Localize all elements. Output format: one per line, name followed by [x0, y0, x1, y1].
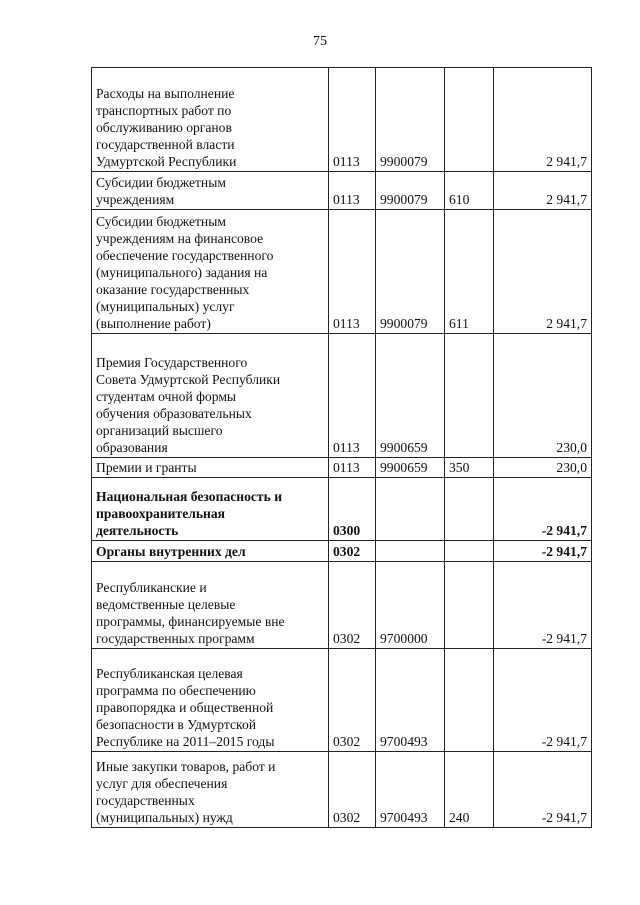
- row-name: Расходы на выполнение транспортных работ по обслуживанию органов государственной власти Удмуртской Республики: [92, 68, 329, 172]
- row-target-article: 9900079: [376, 68, 445, 172]
- table-row: [92, 458, 592, 478]
- table-row: [92, 334, 592, 458]
- row-section: 0113: [329, 334, 376, 458]
- row-amount: -2 941,7: [494, 562, 592, 649]
- row-target-article: 9900079: [376, 172, 445, 210]
- row-section: 0302: [329, 541, 376, 562]
- row-target-article: [376, 478, 445, 541]
- row-section: 0113: [329, 210, 376, 334]
- row-target-article: 9700493: [376, 752, 445, 828]
- row-expense-type: 240: [445, 752, 494, 828]
- row-name: Республиканские и ведомственные целевые программы, финансируемые вне государственных программ: [92, 562, 329, 649]
- row-amount: -2 941,7: [494, 478, 592, 541]
- row-expense-type: [445, 541, 494, 562]
- row-name: Органы внутренних дел: [92, 541, 329, 562]
- row-amount: 2 941,7: [494, 210, 592, 334]
- table-row: [92, 541, 592, 562]
- table-row: [92, 562, 592, 649]
- row-section: 0302: [329, 649, 376, 752]
- row-expense-type: 350: [445, 458, 494, 478]
- row-target-article: 9700000: [376, 562, 445, 649]
- row-amount: 2 941,7: [494, 68, 592, 172]
- row-target-article: 9900659: [376, 458, 445, 478]
- row-expense-type: [445, 649, 494, 752]
- row-name: Субсидии бюджетным учреждениям: [92, 172, 329, 210]
- row-target-article: 9900659: [376, 334, 445, 458]
- row-amount: 2 941,7: [494, 172, 592, 210]
- row-expense-type: 611: [445, 210, 494, 334]
- row-amount: -2 941,7: [494, 752, 592, 828]
- table-row: [92, 752, 592, 828]
- row-amount: -2 941,7: [494, 649, 592, 752]
- table-row: [92, 172, 592, 210]
- row-section: 0113: [329, 458, 376, 478]
- row-name: Иные закупки товаров, работ и услуг для обеспечения государственных (муниципальных) нужд: [92, 752, 329, 828]
- row-expense-type: 610: [445, 172, 494, 210]
- row-expense-type: [445, 68, 494, 172]
- row-amount: -2 941,7: [494, 541, 592, 562]
- row-name: Национальная безопасность и правоохранительная деятельность: [92, 478, 329, 541]
- row-target-article: 9700493: [376, 649, 445, 752]
- budget-table: [91, 67, 592, 828]
- row-expense-type: [445, 562, 494, 649]
- row-section: 0302: [329, 752, 376, 828]
- row-target-article: [376, 541, 445, 562]
- row-section: 0300: [329, 478, 376, 541]
- row-section: 0113: [329, 172, 376, 210]
- row-section: 0302: [329, 562, 376, 649]
- table-row: [92, 478, 592, 541]
- row-name: Субсидии бюджетным учреждениям на финансовое обеспечение государственного (муниципального) задания на оказание государственных (муниципальных) услуг (выполнение работ): [92, 210, 329, 334]
- table-row: [92, 210, 592, 334]
- row-amount: 230,0: [494, 334, 592, 458]
- row-amount: 230,0: [494, 458, 592, 478]
- table-row: [92, 649, 592, 752]
- row-expense-type: [445, 334, 494, 458]
- row-name: Республиканская целевая программа по обеспечению правопорядка и общественной безопасности в Удмуртской Республике на 2011–2015 годы: [92, 649, 329, 752]
- row-expense-type: [445, 478, 494, 541]
- page-number: 75: [313, 34, 327, 49]
- row-name: Премия Государственного Совета Удмуртской Республики студентам очной формы обучения образовательных организаций высшего образования: [92, 334, 329, 458]
- row-name: Премии и гранты: [92, 458, 329, 478]
- row-target-article: 9900079: [376, 210, 445, 334]
- table-row: [92, 68, 592, 172]
- row-section: 0113: [329, 68, 376, 172]
